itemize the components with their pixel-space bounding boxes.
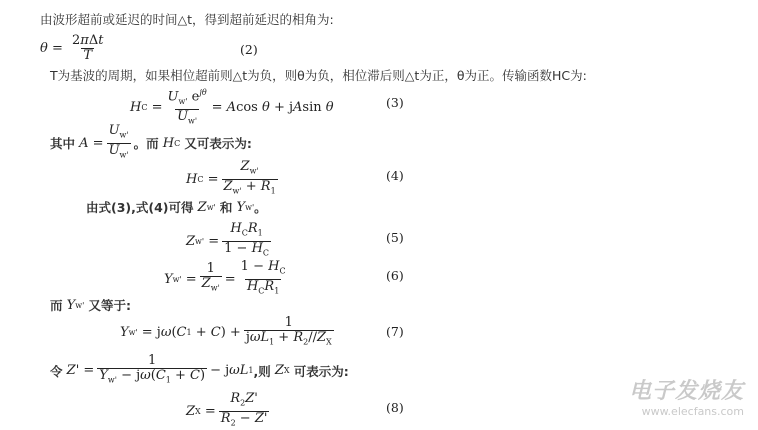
text-segment: 。而 [133, 136, 159, 152]
paragraph-2: T为基波的周期，如果相位超前则△t为负，则θ为负，相位滞后则△t为正，θ为正。传输函数HC为: [50, 68, 587, 83]
equation-number-3: (3) [386, 95, 404, 110]
equation-number-8: (8) [386, 400, 404, 415]
fraction: $\frac{1}{Y_{w'} - j\omega(C_1 + C)}$ [97, 354, 207, 388]
text-segment: 。 [254, 200, 267, 215]
text-segment: 由式(3),式(4)可得 [86, 200, 194, 215]
text-segment: 令 [50, 363, 63, 379]
equation-8: Z X = $\frac{R_2Z'}{R_2 - Z'}$ [186, 392, 272, 430]
paragraph-1: 由波形超前或延迟的时间△t，得到超前延迟的相角为: [40, 12, 334, 27]
text-segment: 可表示为: [293, 363, 349, 379]
equation-number-2: (2) [240, 42, 258, 57]
watermark-url: www.elecfans.com [641, 405, 744, 418]
fraction: $\frac{\text{2πΔt}}{T}$ [72, 33, 104, 63]
text-line-2 [50, 68, 587, 84]
fraction: $\frac{U_{w'}}{U_{w'}}$ [107, 124, 131, 162]
fraction: $\frac{1}{Z_{w'}}$ [200, 262, 222, 296]
equation-6: Y w' = $\frac{1}{Z_{w'}}$ = $\frac{1 - H_C}{H_CR_1}$ [164, 260, 291, 298]
fraction: $\frac{1}{j\omega L_1 + R_2//Z_X}$ [244, 316, 334, 350]
fraction: $\frac{1 - H_C}{H_CR_1}$ [239, 260, 288, 298]
equation-7: Y w' = j ω ( C 1 + C ) + $\frac{1}{j\omega L_1 + R_2//Z_X}$ [120, 316, 337, 350]
equation-number-5: (5) [386, 230, 404, 245]
fraction: $\frac{R_2Z'}{R_2 - Z'}$ [219, 392, 270, 430]
text-segment: 而 [50, 298, 63, 313]
equation-number-4: (4) [386, 168, 404, 183]
text-line-4: 由式(3),式(4)可得 Z w' 和 Y w' 。 [86, 199, 267, 215]
fraction: $\frac{U_{w'} e^{j\theta}}{U_{w'}}$ [166, 86, 209, 129]
text-segment: ,则 [253, 363, 271, 379]
equation-number-6: (6) [386, 268, 404, 283]
watermark [629, 374, 744, 418]
text-segment: 其中 [50, 136, 76, 152]
text-segment: 又等于: [88, 298, 131, 313]
equation-number-7: (7) [386, 324, 404, 339]
equation-2: θ = $\frac{\text{2πΔt}}{T}$ [40, 33, 104, 63]
equation-5: Z w' = $\frac{H_CR_1}{1 - H_C}$ [186, 222, 274, 260]
fraction: $\frac{H_CR_1}{1 - H_C}$ [222, 222, 271, 260]
equation-4: H C = $\frac{Z_{w'}}{Z_{w'} + R_1}$ [186, 160, 281, 198]
equation-3: H C = $\frac{U_{w'} e^{j\theta}}{U_{w'}}$ = A cos θ + j A sin θ [130, 86, 334, 129]
text-segment: 又可表示为: [184, 136, 252, 152]
fraction: $\frac{Z_{w'}}{Z_{w'} + R_1}$ [222, 160, 278, 198]
watermark-logo: 电子发烧友 [628, 379, 744, 404]
text-segment: 和 [219, 200, 233, 215]
text-line-5: 而 Y w' 又等于: [50, 297, 131, 313]
text-line-3: 其中 A = $\frac{U_{w'}}{U_{w'}}$ 。而 H C 又可表示为: [50, 124, 252, 162]
text-line-1 [40, 12, 334, 28]
text-line-6: 令 Z' = $\frac{1}{Y_{w'} - j\omega(C_1 + C)}$ − j ωL 1 ,则 Z X 可表示为: [50, 354, 349, 388]
